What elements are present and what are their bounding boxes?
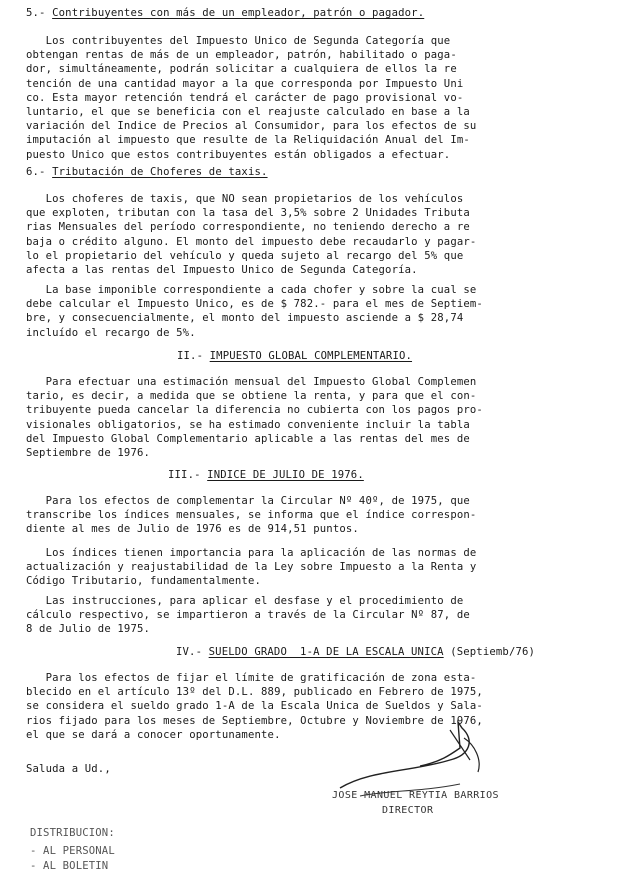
distribution-heading: DISTRIBUCION: xyxy=(30,827,115,839)
text-line: que exploten, tributan con la tasa del 3,5% sobre 2 Unidades Tributa xyxy=(26,207,470,220)
text-line: rios fijado para los meses de Septiembre, Octubre y Noviembre de 1976, xyxy=(26,714,483,727)
text-line: blecido en el artículo 13º del D.L. 889, publicado en Febrero de 1975, xyxy=(26,686,483,699)
text-line: Los choferes de taxis, que NO sean propietarios de los vehículos xyxy=(26,193,464,205)
text-line: Código Tributario, fundamentalmente. xyxy=(26,575,262,588)
text-line: co. Esta mayor retención tendrá el carácter de pago provisional vo- xyxy=(26,91,464,104)
section-6-paragraph-1 xyxy=(26,192,596,277)
section-II-body xyxy=(26,375,596,460)
text-line: Los contribuyentes del Impuesto Unico de Segunda Categoría que xyxy=(26,35,451,47)
section-III-paragraph-1 xyxy=(26,494,596,537)
section-IV-title: SUELDO GRADO 1-A DE LA ESCALA UNICA xyxy=(208,646,444,658)
text-line: rias Mensuales del período correspondiente, no teniendo derecho a re xyxy=(26,221,470,234)
text-line: Septiembre de 1976. xyxy=(26,447,151,460)
section-5 xyxy=(26,6,596,20)
section-III-paragraph-2 xyxy=(26,546,596,589)
text-line: baja o crédito alguno. El monto del impuesto debe recaudarlo y pagar- xyxy=(26,235,477,248)
section-III xyxy=(168,468,588,482)
text-line: puesto Unico que estos contribuyentes están obligados a efectuar. xyxy=(26,148,451,161)
text-line: se considera el sueldo grado 1-A de la Escala Unica de Sueldos y Sala- xyxy=(26,700,483,713)
text-line: tribuyente pueda cancelar la diferencia no cubierta con los pagos pro- xyxy=(26,404,483,417)
signer-name: JOSE MANUEL REYTIA BARRIOS xyxy=(332,790,499,801)
text-line: diente al mes de Julio de 1976 es de 914,51 puntos. xyxy=(26,523,359,536)
text-line: tención de una cantidad mayor a la que corresponda por Impuesto Uni xyxy=(26,77,464,90)
section-5-number: 5.- xyxy=(26,7,46,19)
greeting: Saluda a Ud., xyxy=(26,763,111,775)
section-6-paragraph-2 xyxy=(26,283,596,340)
section-II-number: II.- xyxy=(177,350,204,362)
text-line: Para los efectos de complementar la Circular Nº 40º, de 1975, que xyxy=(26,495,470,507)
section-6-number: 6.- xyxy=(26,166,46,178)
text-line: Para los efectos de fijar el límite de gratificación de zona esta- xyxy=(26,672,477,684)
text-line: luntario, el que se beneficia con el reajuste calculado en base a la xyxy=(26,106,470,119)
distribution-item: - AL BOLETIN xyxy=(30,860,109,872)
text-line: Los índices tienen importancia para la aplicación de las normas de xyxy=(26,547,477,559)
text-line: imputación al impuesto que resulte de la Reliquidación Anual del Im- xyxy=(26,134,470,147)
text-line: del Impuesto Global Complementario aplicable a las rentas del mes de xyxy=(26,432,470,445)
section-IV xyxy=(176,645,626,659)
text-line: dor, simultáneamente, podrán solicitar a cualquiera de ellos la re xyxy=(26,63,457,76)
section-IV-suffix: (Septiemb/76) xyxy=(443,646,536,658)
section-6 xyxy=(26,165,596,179)
section-III-title: INDICE DE JULIO DE 1976. xyxy=(207,469,364,481)
section-5-body xyxy=(26,34,596,162)
distribution-item: - AL PERSONAL xyxy=(30,845,115,857)
signer-title: DIRECTOR xyxy=(382,805,434,816)
section-6-title: Tributación de Choferes de taxis. xyxy=(52,166,268,178)
section-II-title: IMPUESTO GLOBAL COMPLEMENTARIO. xyxy=(209,350,413,362)
text-line: visionales obligatorios, se ha estimado conveniente incluir la tabla xyxy=(26,418,470,431)
text-line: La base imponible correspondiente a cada chofer y sobre la cual se xyxy=(26,284,477,296)
section-III-paragraph-3 xyxy=(26,594,596,637)
section-IV-number: IV.- xyxy=(176,646,203,658)
text-line: cálculo respectivo, se impartieron a través de la Circular Nº 87, de xyxy=(26,609,470,622)
section-5-title: Contribuyentes con más de un empleador, patrón o pagador. xyxy=(52,7,425,19)
text-line: Las instrucciones, para aplicar el desfase y el procedimiento de xyxy=(26,595,464,607)
text-line: tario, es decir, a medida que se obtiene la renta, y para que el con- xyxy=(26,390,477,403)
text-line: lo el propietario del vehículo y queda sujeto al recargo del 5% que xyxy=(26,249,464,262)
text-line: actualización y reajustabilidad de la Ley sobre Impuesto a la Renta y xyxy=(26,561,477,574)
text-line: Para efectuar una estimación mensual del Impuesto Global Complemen xyxy=(26,376,477,388)
text-line: obtengan rentas de más de un empleador, patrón, habilitado o paga- xyxy=(26,49,457,62)
text-line: incluído el recargo de 5%. xyxy=(26,326,196,339)
text-line: el que se dará a conocer oportunamente. xyxy=(26,728,281,741)
text-line: debe calcular el Impuesto Unico, es de $ 782.- para el mes de Septiem- xyxy=(26,298,483,311)
text-line: bre, y consecuencialmente, el monto del impuesto asciende a $ 28,74 xyxy=(26,312,464,325)
text-line: afecta a las rentas del Impuesto Unico de Segunda Categoría. xyxy=(26,264,418,277)
text-line: transcribe los índices mensuales, se informa que el índice correspon- xyxy=(26,509,477,522)
text-line: 8 de Julio de 1975. xyxy=(26,623,151,636)
section-II xyxy=(177,349,597,363)
text-line: variación del Indice de Precios al Consumidor, para los efectos de su xyxy=(26,120,477,133)
section-III-number: III.- xyxy=(168,469,201,481)
